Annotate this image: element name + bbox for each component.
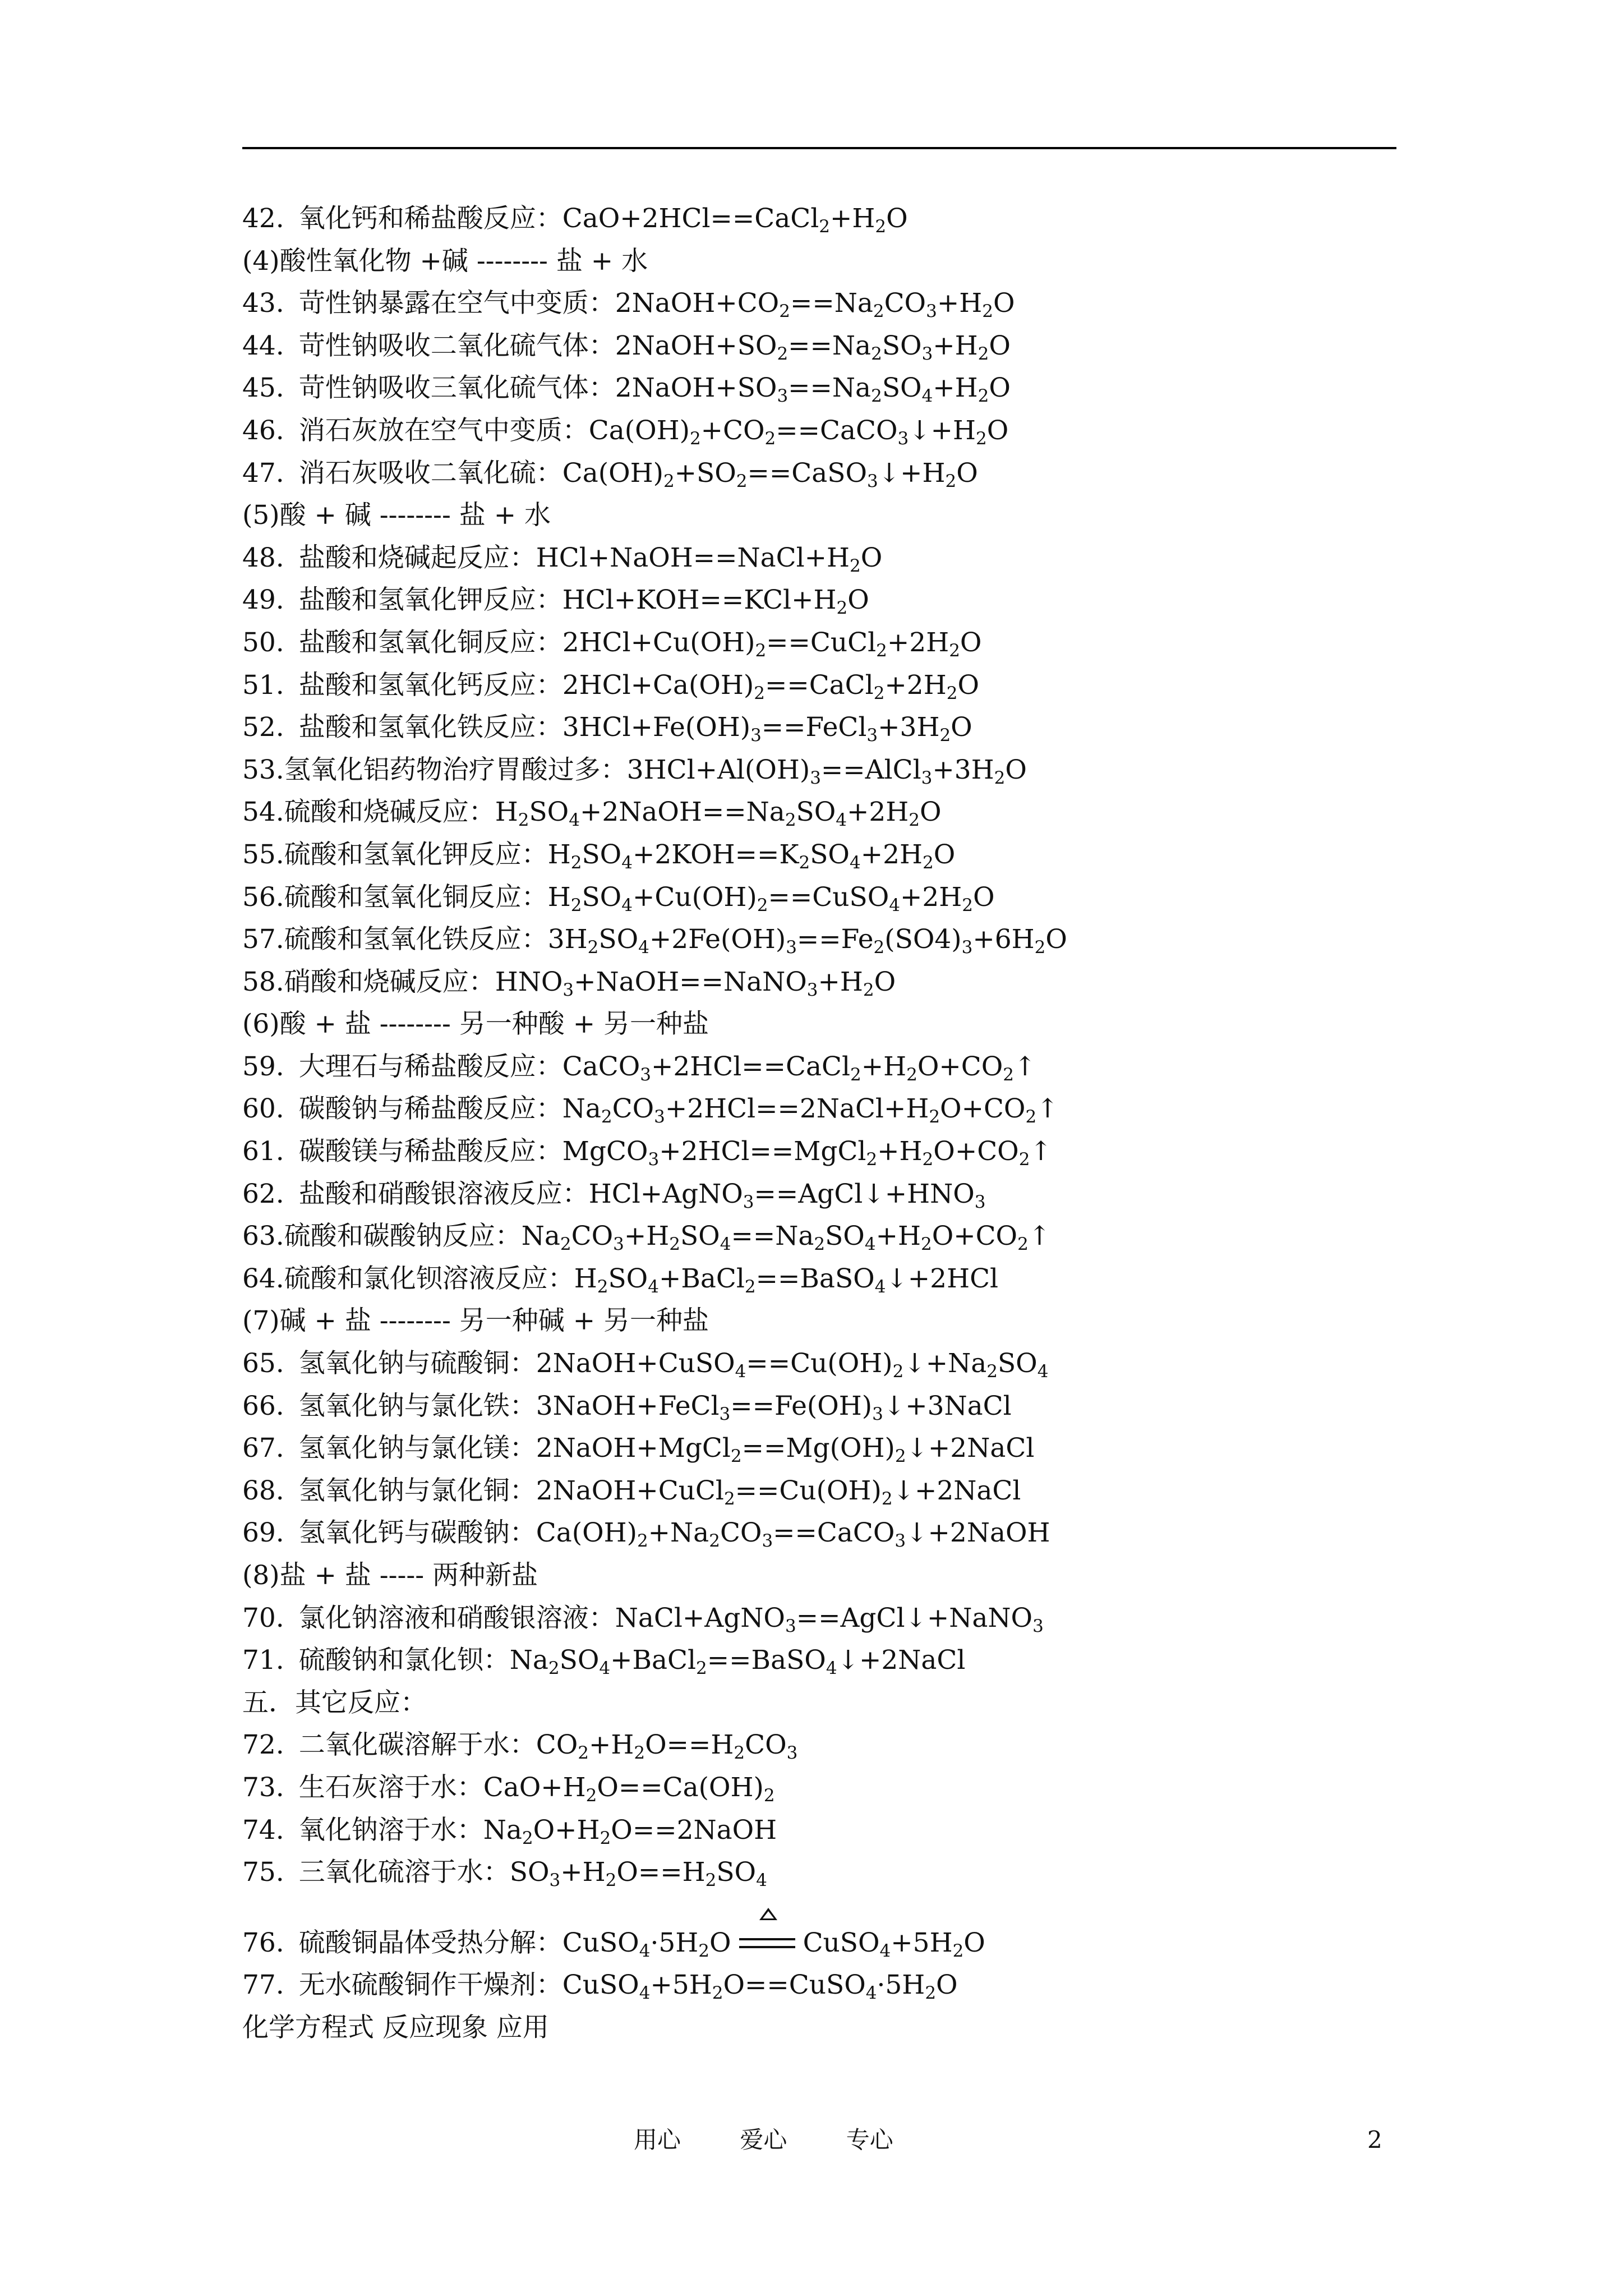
equation-number: 53.: [242, 754, 284, 785]
footer-motto-1: 用心: [634, 2126, 681, 2154]
equation-line: [242, 452, 1420, 495]
equation-number: 43.: [242, 288, 284, 319]
footer-motto-3: 专心: [846, 2126, 893, 2154]
equation-number: 48.: [242, 542, 284, 573]
equation-number: 70.: [242, 1602, 284, 1634]
equation-line: [242, 1964, 1420, 2007]
reaction-description: 硫酸和氢氧化铁反应：: [284, 924, 548, 955]
equation-line: [242, 1046, 1420, 1088]
equation-number: 64.: [242, 1263, 284, 1294]
reaction-description: 碳酸钠与稀盐酸反应：: [298, 1093, 562, 1125]
chemical-equation: $SO_3+H_2O==H_2SO_4$: [509, 1857, 767, 1891]
equation-number: 77.: [242, 1970, 284, 2001]
chemical-equation: $CuSO_4\cdot 5H_2O$: [562, 1927, 731, 1961]
equation-number: 59.: [242, 1051, 284, 1082]
equation-number: 62.: [242, 1178, 284, 1209]
equation-line: [242, 325, 1420, 367]
equation-number: 58.: [242, 966, 284, 997]
equation-line: [242, 1809, 1420, 1852]
chemical-equation: $2NaOH+CuCl_2==Cu(OH)_2↓+2NaCl$: [536, 1475, 1021, 1509]
chemical-equation: $Ca(OH)_2+CO_2==CaCO_3↓+H_2O$: [588, 415, 1009, 449]
reaction-description: 氢氧化钠与硫酸铜：: [298, 1348, 536, 1379]
equation-number: 50.: [242, 627, 284, 658]
section-heading: 五．其它反应：: [242, 1687, 427, 1718]
equation-number: 52.: [242, 712, 284, 743]
equation-number: 45.: [242, 372, 284, 404]
equation-line: [242, 367, 1420, 409]
reaction-description: 盐酸和硝酸银溶液反应：: [298, 1178, 589, 1209]
equation-line: [242, 749, 1420, 792]
equation-line: [242, 1597, 1420, 1640]
reaction-description: 苛性钠吸收二氧化硫气体：: [298, 330, 615, 361]
chemical-equation: $Na_2O+H_2O==2NaOH$: [483, 1814, 777, 1848]
header-rule: [242, 147, 1396, 149]
reaction-description: 无水硫酸铜作干燥剂：: [298, 1970, 562, 2001]
page-number: 2: [1367, 2126, 1382, 2154]
reaction-description: 硫酸钠和氯化钡：: [298, 1645, 510, 1676]
footer-motto-2: 爱心: [740, 2126, 787, 2154]
chemical-equation: $2HCl+Cu(OH)_2==CuCl_2+2H_2O$: [562, 627, 982, 661]
equation-number: 66.: [242, 1390, 284, 1421]
equation-number: 74.: [242, 1814, 284, 1846]
chemical-equation: $H_2SO_4+2KOH==K_2SO_4+2H_2O$: [547, 839, 956, 873]
chemical-equation: $2HCl+Ca(OH)_2==CaCl_2+2H_2O$: [562, 669, 979, 703]
equation-number: 73.: [242, 1772, 284, 1803]
reaction-description: 苛性钠吸收三氧化硫气体：: [298, 372, 615, 404]
equation-line: [242, 1385, 1420, 1428]
chemical-equation: $Na_2CO_3+2HCl==2NaCl+H_2O+CO_2↑$: [562, 1093, 1059, 1128]
section-heading: (5)酸 + 碱 -------- 盐 + 水: [242, 500, 551, 531]
chemical-equation: $2NaOH+SO_3==Na_2SO_4+H_2O$: [615, 372, 1011, 407]
equation-line: [242, 1724, 1420, 1766]
reaction-description: 生石灰溶于水：: [298, 1772, 483, 1803]
equation-number: 69.: [242, 1517, 284, 1549]
equation-number: 42.: [242, 203, 284, 234]
equation-line: [242, 791, 1420, 834]
equation-line: [242, 1215, 1420, 1258]
reaction-description: 盐酸和烧碱起反应：: [298, 542, 536, 573]
chemical-equation: $3HCl+Al(OH)_3==AlCl_3+3H_2O$: [626, 754, 1027, 788]
chemical-equation: $CO_2+H_2O==H_2CO_3$: [536, 1729, 798, 1764]
chemical-equation: $HCl+NaOH==NaCl+H_2O$: [536, 542, 883, 576]
reaction-description: 氢氧化钠与氯化铜：: [298, 1475, 536, 1506]
equation-line: [242, 918, 1420, 961]
equation-line: [242, 1922, 1420, 1964]
equation-number: 76.: [242, 1927, 284, 1958]
reaction-description: 硫酸和碳酸钠反应：: [284, 1221, 522, 1252]
section-heading: (8)盐 + 盐 ----- 两种新盐: [242, 1560, 538, 1591]
reaction-description: 三氧化硫溶于水：: [298, 1857, 510, 1888]
chemical-equation: $Ca(OH)_2+SO_2==CaSO_3↓+H_2O$: [562, 457, 978, 491]
section-heading: (7)碱 + 盐 -------- 另一种碱 + 另一种盐: [242, 1305, 709, 1337]
equation-line: [242, 1130, 1420, 1173]
chemical-equation: $CaO+2HCl==CaCl_2+H_2O$: [562, 203, 908, 237]
equation-line: [242, 622, 1420, 664]
document-body: [242, 197, 1420, 2049]
section-heading: 化学方程式 反应现象 应用: [242, 2012, 549, 2043]
equation-number: 46.: [242, 415, 284, 446]
equation-line: [242, 197, 1420, 240]
chemical-equation-products: $CuSO_4+5H_2O$: [803, 1927, 985, 1961]
equation-number: 72.: [242, 1729, 284, 1761]
page-footer: [634, 2123, 970, 2157]
equation-number: 44.: [242, 330, 284, 361]
equation-line: [242, 1088, 1420, 1130]
reaction-description: 氧化钠溶于水：: [298, 1814, 483, 1846]
chemical-equation: $H_2SO_4+Cu(OH)_2==CuSO_4+2H_2O$: [547, 881, 995, 915]
reaction-description: 盐酸和氢氧化钾反应：: [298, 585, 562, 616]
equation-number: 63.: [242, 1221, 284, 1252]
section-heading: (4)酸性氧化物 +碱 -------- 盐 + 水: [242, 245, 648, 277]
equation-line: [242, 409, 1420, 452]
reaction-description: 氯化钠溶液和硝酸银溶液：: [298, 1602, 615, 1634]
reaction-description: 苛性钠暴露在空气中变质：: [298, 288, 615, 319]
chemical-equation: $3HCl+Fe(OH)_3==FeCl_3+3H_2O$: [562, 712, 972, 746]
equation-line: [242, 706, 1420, 749]
equation-line: [242, 834, 1420, 876]
reaction-description: 氢氧化钠与氯化铁：: [298, 1390, 536, 1421]
chemical-equation: $3H_2SO_4+2Fe(OH)_3==Fe_2(SO4)_3+6H_2O$: [547, 924, 1067, 958]
reaction-description: 硫酸和烧碱反应：: [284, 797, 495, 828]
chemical-equation: $HNO_3+NaOH==NaNO_3+H_2O$: [495, 966, 896, 1000]
chemical-equation: $CaO+H_2O==Ca(OH)_2$: [483, 1772, 775, 1806]
equation-number: 75.: [242, 1857, 284, 1888]
reaction-description: 消石灰吸收二氧化硫：: [298, 457, 562, 489]
equation-line: [242, 1258, 1420, 1300]
equation-number: 55.: [242, 839, 284, 870]
equation-line: [242, 876, 1420, 919]
equation-number: 54.: [242, 797, 284, 828]
equation-number: 65.: [242, 1348, 284, 1379]
equation-line: [242, 1512, 1420, 1554]
reaction-description: 硫酸铜晶体受热分解：: [298, 1927, 562, 1958]
equation-line: [242, 579, 1420, 622]
chemical-equation: NaCl+AgNO$_3$==AgCl↓+NaNO$_3$: [615, 1602, 1044, 1636]
equation-line: [242, 1470, 1420, 1512]
chemical-equation: $Ca(OH)_2+Na_2CO_3==CaCO_3↓+2NaOH$: [536, 1517, 1050, 1552]
chemical-equation: $H_2SO_4+BaCl_2==BaSO_4↓+2HCl$: [574, 1263, 999, 1297]
chemical-equation: $2NaOH+CO_2==Na_2CO_3+H_2O$: [615, 288, 1015, 322]
equation-number: 71.: [242, 1645, 284, 1676]
equation-number: 60.: [242, 1093, 284, 1125]
chemical-equation: $2NaOH+SO_2==Na_2SO_3+H_2O$: [615, 330, 1011, 364]
equation-number: 61.: [242, 1136, 284, 1167]
chemical-equation: $2NaOH+CuSO_4==Cu(OH)_2↓+Na_2SO_4$: [536, 1348, 1049, 1382]
equation-line: [242, 664, 1420, 707]
chemical-equation: $HCl+AgNO_3==AgCl↓+HNO_3$: [588, 1178, 986, 1212]
reaction-description: 二氧化碳溶解于水：: [298, 1729, 536, 1761]
reaction-description: 大理石与稀盐酸反应：: [298, 1051, 562, 1082]
equation-number: 68.: [242, 1475, 284, 1506]
reaction-description: 氢氧化钙与碳酸钠：: [298, 1517, 536, 1549]
section-heading: (6)酸 + 盐 -------- 另一种酸 + 另一种盐: [242, 1009, 709, 1040]
reaction-description: 氢氧化铝药物治疗胃酸过多：: [284, 754, 627, 785]
reaction-description: 硫酸和氯化钡溶液反应：: [284, 1263, 574, 1294]
reaction-description: 氢氧化钠与氯化镁：: [298, 1433, 536, 1464]
equation-line: [242, 282, 1420, 325]
equation-number: 56.: [242, 881, 284, 913]
chemical-equation: $HCl+KOH==KCl+H_2O$: [562, 585, 869, 619]
equation-line: [242, 1766, 1420, 1809]
equation-line: [242, 1639, 1420, 1682]
equation-number: 51.: [242, 669, 284, 701]
reaction-description: 消石灰放在空气中变质：: [298, 415, 589, 446]
chemical-equation: $Na_2SO_4+BaCl_2==BaSO_4↓+2NaCl$: [509, 1645, 966, 1679]
reaction-description: 盐酸和氢氧化钙反应：: [298, 669, 562, 701]
chemical-equation: $CaCO_3+2HCl==CaCl_2+H_2O+CO_2↑$: [562, 1051, 1036, 1085]
chemical-equation: $MgCO_3+2HCl==MgCl_2+H_2O+CO_2↑$: [562, 1136, 1052, 1170]
equation-number: 47.: [242, 457, 284, 489]
chemical-equation: $Na_2CO_3+H_2SO_4==Na_2SO_4+H_2O+CO_2↑$: [521, 1221, 1051, 1255]
equation-line: [242, 1427, 1420, 1470]
reaction-description: 硫酸和氢氧化钾反应：: [284, 839, 548, 870]
reaction-description: 硫酸和氢氧化铜反应：: [284, 881, 548, 913]
reaction-description: 碳酸镁与稀盐酸反应：: [298, 1136, 562, 1167]
heat-condition-sign: [739, 1934, 795, 1956]
equation-line: [242, 1851, 1420, 1894]
reaction-description: 盐酸和氢氧化铜反应：: [298, 627, 562, 658]
equation-line: [242, 537, 1420, 579]
chemical-equation: $H_2SO_4+2NaOH==Na_2SO_4+2H_2O$: [495, 797, 942, 831]
reaction-description: 盐酸和氢氧化铁反应：: [298, 712, 562, 743]
equation-line: [242, 961, 1420, 1004]
equation-number: 67.: [242, 1433, 284, 1464]
equation-line: [242, 1342, 1420, 1385]
chemical-equation: $CuSO_4+5H_2O==CuSO_4\cdot 5H_2O$: [562, 1970, 958, 2004]
reaction-description: 硝酸和烧碱反应：: [284, 966, 495, 997]
equation-line: [242, 1173, 1420, 1216]
equation-number: 49.: [242, 585, 284, 616]
reaction-description: 氧化钙和稀盐酸反应：: [298, 203, 562, 234]
chemical-equation: $3NaOH+FeCl_3==Fe(OH)_3↓+3NaCl$: [536, 1390, 1012, 1424]
equation-number: 57.: [242, 924, 284, 955]
chemical-equation: $2NaOH+MgCl_2==Mg(OH)_2↓+2NaCl$: [536, 1433, 1035, 1467]
